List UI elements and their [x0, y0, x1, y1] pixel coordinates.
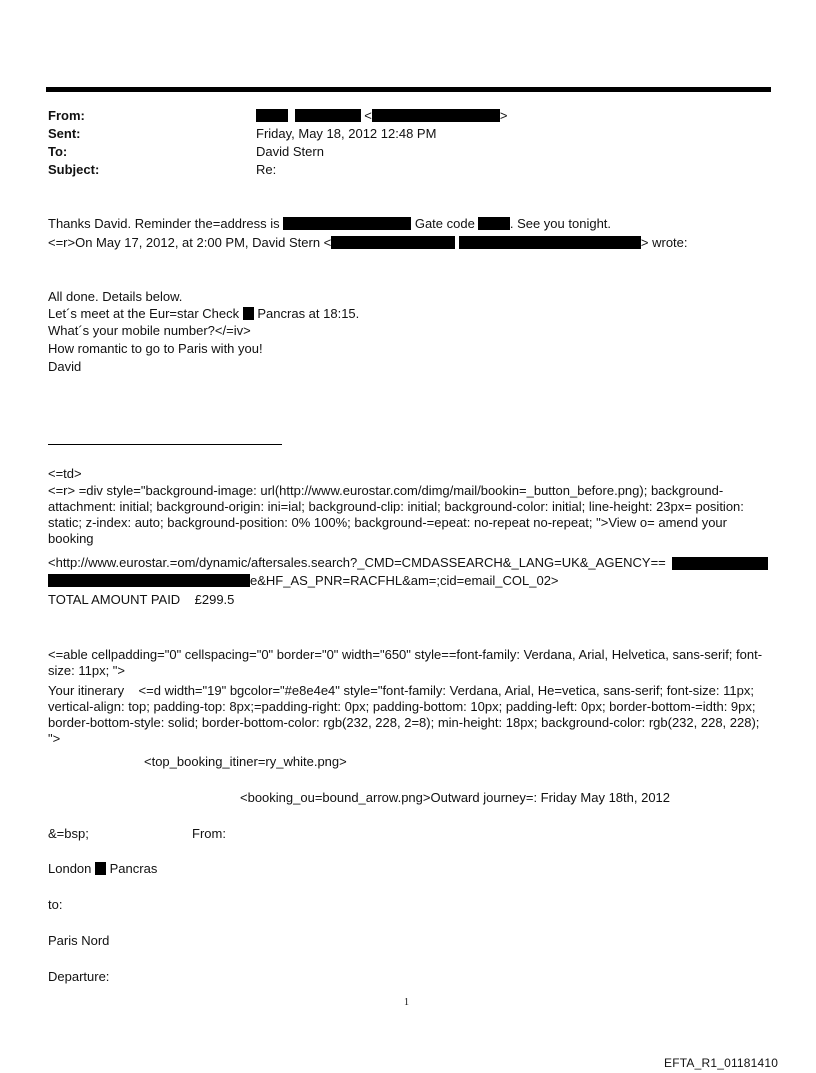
redaction-block — [283, 217, 411, 230]
table-style-text: <=able cellpadding="0" cellspacing="0" border="0" width="650" style==font-family: Verdana, Arial, Helvetica, sans-serif; font-size: 11px; "> — [48, 647, 763, 678]
quoted-line: What´s your mobile number?</=iv> — [48, 323, 251, 338]
page-number: 1 — [404, 997, 409, 1008]
from-field: From: — [192, 826, 226, 841]
to-label: To: — [48, 144, 68, 159]
to-field: to: — [48, 897, 63, 912]
header-rule — [46, 87, 771, 92]
redaction-block — [331, 236, 455, 249]
subject-label: Subject: — [48, 162, 100, 177]
subject-value: Re: — [256, 162, 277, 177]
redaction-block — [243, 307, 254, 320]
total-amount: TOTAL AMOUNT PAID £299.5 — [48, 592, 235, 607]
td-tag: <=td> — [48, 466, 82, 481]
top-booking-tag: <top_booking_itiner=ry_white.png> — [144, 754, 347, 769]
document-id: EFTA_R1_01181410 — [664, 1056, 779, 1070]
outward-journey: <booking_ou=bound_arrow.png>Outward journey=: Friday May 18th, 2012 — [240, 790, 671, 805]
redaction-block — [478, 217, 510, 230]
quoted-line: Let´s meet at the Eur=star Check Pancras at 18:15. — [48, 306, 360, 321]
redaction-block — [256, 109, 288, 122]
destination-station: Paris Nord — [48, 933, 110, 948]
to-value: David Stern — [256, 144, 324, 159]
redaction-block — [295, 109, 361, 122]
redaction-block — [459, 236, 641, 249]
div-style-text: <=r> =div style="background-image: url(http://www.eurostar.com/dimg/mail/bookin=_button_before.png); background-attachment: initial; background-origin: ini=ial; background-clip: initial; background-color: initial; line-height: 23px= position: static; z-index: auto; background-position: 0% 100%; background-=epeat: no-repeat no-repeat; ">View o= amend your booking — [48, 483, 744, 546]
quoted-line: All done. Details below. — [48, 289, 183, 304]
departure-field: Departure: — [48, 969, 110, 984]
itinerary-text: Your itinerary <=d width="19" bgcolor="#e8e4e4" style="font-family: Verdana, Arial, He=vetica, sans-serif; font-size: 11px; vertical-align: top; padding-top: 8px;=padding-right: 0px; padding-bottom: 10px; padding-left: 0px; border-bottom-=idth: 9px; border-bottom-style: solid; border-bottom-color: rgb(232, 228, 2=8); min-height: 18px; background-color: rgb(232, 228, 228); "> — [48, 683, 764, 746]
reply-line-1: Thanks David. Reminder the=address is Gate code . See you tonight. — [48, 216, 612, 231]
origin-station: London Pancras — [48, 861, 158, 876]
quoted-line: How romantic to go to Paris with you! — [48, 341, 263, 356]
reply-line-2: <=r>On May 17, 2012, at 2:00 PM, David Stern < > wrote: — [48, 235, 688, 250]
redaction-block — [372, 109, 500, 122]
booking-link-1: <http://www.eurostar.=om/dynamic/aftersales.search?_CMD=CMDASSEARCH&_LANG=UK&_AGENCY== — [48, 555, 666, 570]
redaction-block — [95, 862, 106, 875]
nbsp-entity: &=bsp; — [48, 826, 89, 841]
from-label: From: — [48, 108, 85, 123]
sent-value: Friday, May 18, 2012 12:48 PM — [256, 126, 437, 141]
booking-link-2: e&HF_AS_PNR=RACFHL&am=;cid=email_COL_02> — [48, 573, 559, 589]
redaction-block — [672, 557, 768, 570]
from-value: < > — [256, 108, 507, 124]
sent-label: Sent: — [48, 126, 81, 141]
redaction-block — [48, 574, 250, 587]
quoted-signature: David — [48, 359, 82, 374]
separator-line — [48, 444, 282, 445]
